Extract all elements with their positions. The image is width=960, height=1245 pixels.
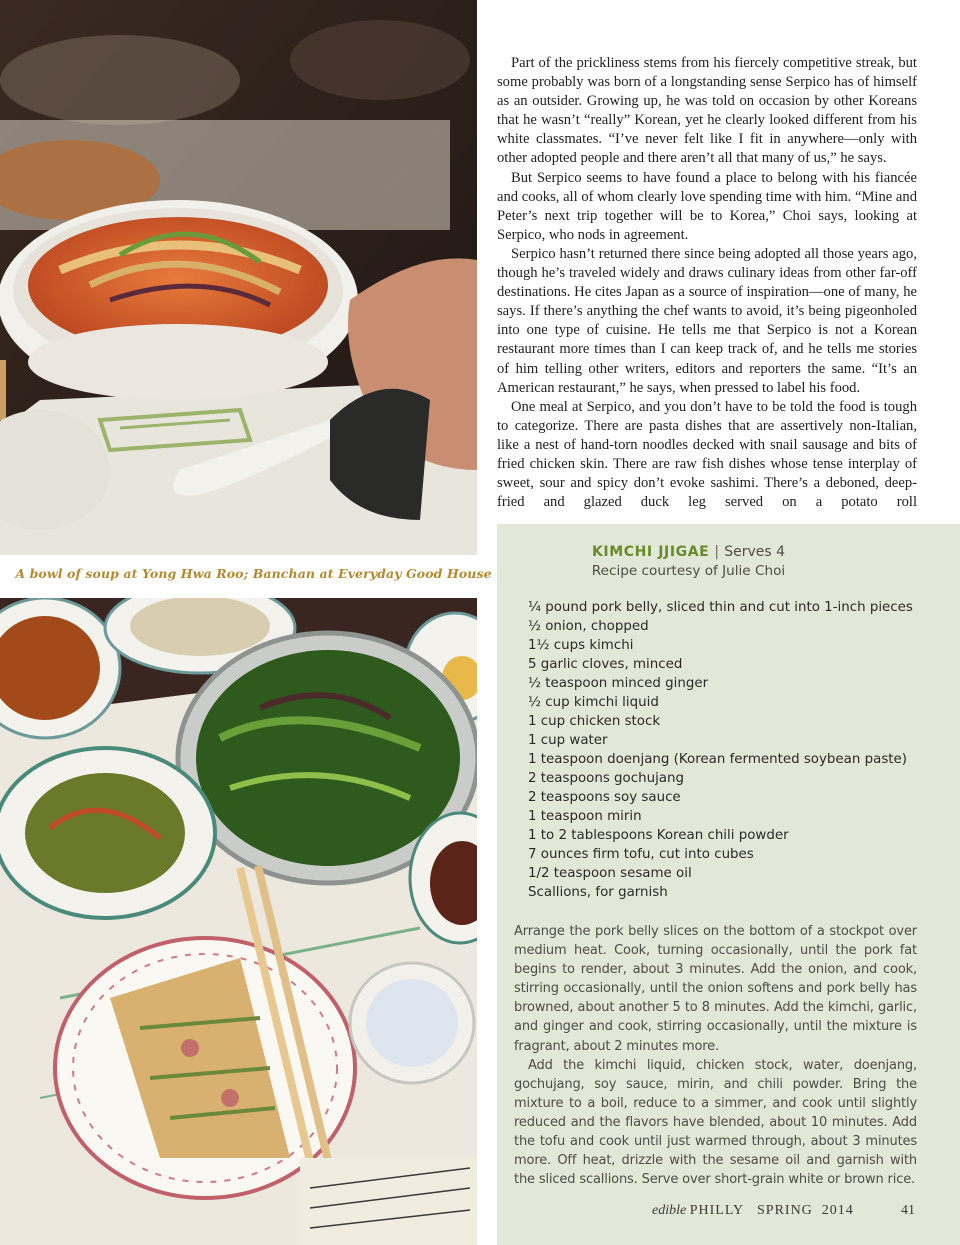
- ingredient-item: 1 teaspoon mirin: [528, 809, 642, 824]
- issue-label: SPRING 2014: [757, 1203, 854, 1218]
- ingredient-item: 1½ cups kimchi: [528, 638, 634, 653]
- recipe-method: [514, 922, 917, 1189]
- photo-soup-bowl: [0, 0, 477, 555]
- ingredient-item: 2 teaspoons soy sauce: [528, 790, 681, 805]
- ingredient-item: 1/2 teaspoon sesame oil: [528, 866, 692, 881]
- ingredient-item: Scallions, for garnish: [528, 885, 668, 900]
- article-paragraph: Serpico hasn’t returned there since being adopted all those years ago, though he’s traveled widely and draws culinary ideas from other far-off destinations. He cites Japan as a source of inspiration—one of many, he says. If there’s anything the chef wants to avoid, it’s being pigeonholed into one type of cuisine. He tells me that Serpico is not a Korean restaurant more times than I can keep track of, and he tells me stories of him telling other writers, editors and reporters the same. “It’s an American restaurant,” he says, when pressed to label his food.: [497, 245, 917, 396]
- photo-banchan: [0, 598, 477, 1245]
- ingredient-item: ½ cup kimchi liquid: [528, 695, 659, 710]
- article-body: [497, 54, 917, 512]
- recipe-serves: Serves 4: [724, 544, 786, 560]
- article-paragraph: Part of the prickliness stems from his fiercely competitive streak, but some probably was born of a longstanding sense Serpico has of himself as an outsider. Growing up, he was told on occasion by other Koreans that he wasn’t “really” Korean, yet he clearly looked different from his white classmates. “I’ve never felt like I fit in anywhere—only with other adopted people and there aren’t all that many of us,” he says.: [497, 55, 917, 167]
- ingredient-item: ½ teaspoon minced ginger: [528, 676, 709, 691]
- ingredient-item: 1 teaspoon doenjang (Korean fermented soybean paste): [528, 752, 908, 767]
- ingredient-item: 1 to 2 tablespoons Korean chili powder: [528, 828, 789, 843]
- method-paragraph: Add the kimchi liquid, chicken stock, water, doenjang, gochujang, soy sauce, mirin, and chili powder. Bring the mixture to a boil, reduce to a simmer, and cook until slightly reduced and the flavors have blended, about 10 minutes. Add the tofu and cook until just warmed through, about 3 minutes more. Off heat, drizzle with the sesame oil and garnish with the sliced scallions. Serve over short-grain white or brown rice.: [514, 1057, 917, 1188]
- recipe-separator: |: [714, 544, 720, 560]
- ingredient-item: 5 garlic cloves, minced: [528, 657, 683, 672]
- recipe-title: KIMCHI JJIGAE: [591, 544, 710, 560]
- page-number: 41: [901, 1203, 915, 1218]
- method-paragraph: Arrange the pork belly slices on the bottom of a stockpot over medium heat. Cook, turning occasionally, until the pork fat begins to render, about 3 minutes. Add the onion, and cook, stirring occasionally, until the onion softens and pork belly has browned, about another 5 to 8 minutes. Add the kimchi, garlic, and ginger and cook, stirring occasionally, until the mixture is fragrant, about 2 minutes more.: [514, 924, 917, 1054]
- recipe-box: [497, 524, 960, 1245]
- ingredient-item: ½ onion, chopped: [528, 619, 649, 634]
- ingredient-item: 1 cup chicken stock: [528, 714, 661, 729]
- article-paragraph: But Serpico seems to have found a place to belong with his fiancée and cooks, all of whom clearly love spending time with him. “Mine and Peter’s next trip together will be to Korea,” Choi says, looking at Serpico, who nods in agreement.: [497, 169, 917, 243]
- magazine-name-city: PHILLY: [689, 1203, 745, 1218]
- magazine-name: [652, 1203, 744, 1219]
- article-paragraph: One meal at Serpico, and you don’t have to be told the food is tough to categorize. There are pasta dishes that are assertively non-Italian, like a nest of hand-torn noodles decked with snail sausage and bits of fried chicken skin. There are raw fish dishes whose tense interplay of sweet, sour and spicy don’t evoke sashimi. There’s a deboned, deep-fried and glazed duck leg served on a potato roll: [497, 398, 917, 511]
- ingredient-item: 1 cup water: [528, 733, 608, 748]
- magazine-name-edible: edible: [652, 1203, 687, 1218]
- ingredient-list: [528, 598, 913, 902]
- ingredient-item: 7 ounces firm tofu, cut into cubes: [528, 847, 754, 862]
- ingredient-item: ¼ pound pork belly, sliced thin and cut into 1-inch pieces: [528, 600, 913, 615]
- photo-caption: A bowl of soup at Yong Hwa Roo; Banchan at Everyday Good House: [15, 566, 492, 581]
- recipe-header: [497, 541, 880, 579]
- ingredient-item: 2 teaspoons gochujang: [528, 771, 684, 786]
- recipe-credit: Recipe courtesy of Julie Choi: [591, 563, 786, 579]
